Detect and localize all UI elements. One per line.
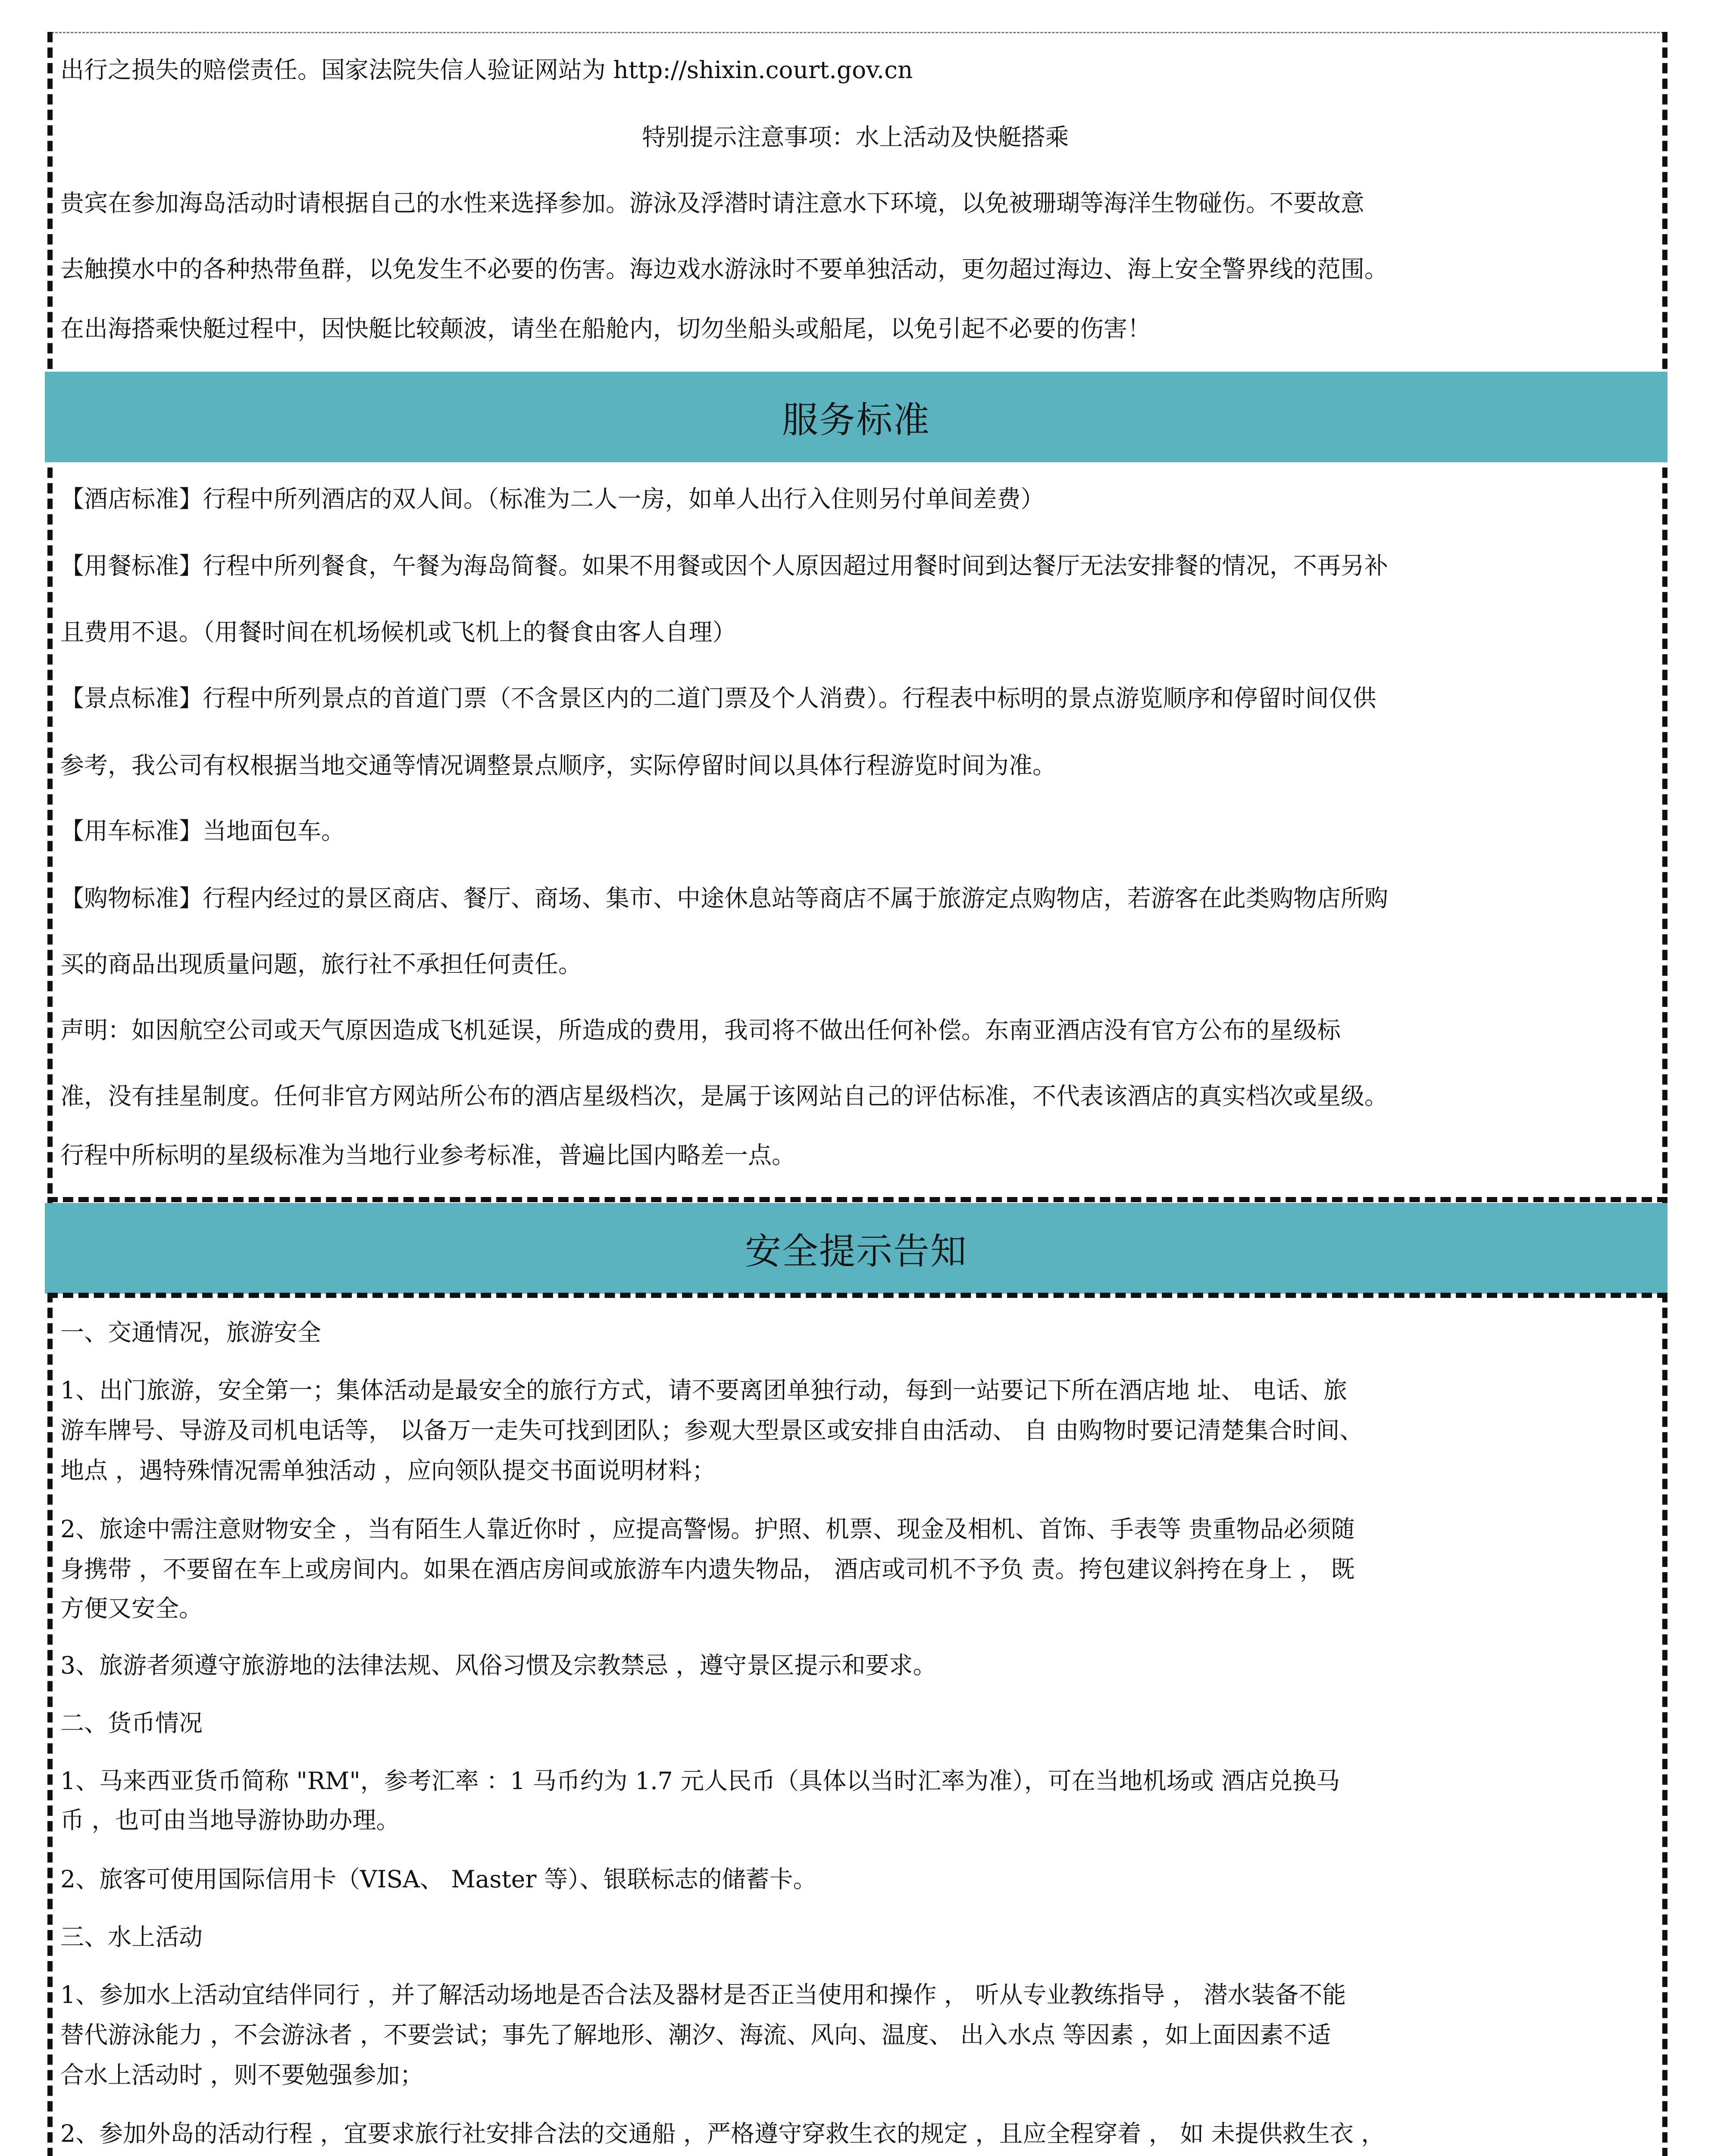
service-line: 【用车标准】当地面包车。 bbox=[60, 817, 345, 845]
safety-line: 身携带 ，不要留在车上或房间内。如果在酒店房间或旅游车内遗失物品， 酒店或司机不予负 责。挎包建议斜挎在身上 ， 既 bbox=[60, 1555, 1355, 1583]
service-standards-heading: 服务标准 bbox=[45, 372, 1667, 462]
service-line: 【酒店标准】行程中所列酒店的双人间。（标准为二人一房，如单人出行入住则另付单间差费） bbox=[60, 485, 1045, 513]
service-line: 且费用不退。（用餐时间在机场候机或飞机上的餐食由客人自理） bbox=[60, 618, 736, 646]
service-line: 【用餐标准】行程中所列餐食，午餐为海岛简餐。如果不用餐或因个人原因超过用餐时间到达餐厅无法安排餐的情况，不再另补 bbox=[60, 552, 1389, 580]
safety-line: 1、出门旅游，安全第一；集体活动是最安全的旅行方式，请不要离团单独行动，每到一站要记下所在酒店地 址、 电话、旅 bbox=[60, 1376, 1347, 1404]
safety-line: 币 ，也可由当地导游协助办理。 bbox=[60, 1806, 400, 1834]
safety-line: 地点 ，遇特殊情况需单独活动 ，应向领队提交书面说明材料； bbox=[60, 1457, 716, 1484]
service-line: 买的商品出现质量问题，旅行社不承担任何责任。 bbox=[60, 950, 582, 978]
service-line: 【景点标准】行程中所列景点的首道门票（不含景区内的二道门票及个人消费）。行程表中标明的景点游览顺序和停留时间仅供 bbox=[60, 684, 1376, 712]
safety-line: 一、交通情况，旅游安全 bbox=[60, 1319, 322, 1346]
intro-para-line: 在出海搭乘快艇过程中，因快艇比较颠波，请坐在船舱内，切勿坐船头或船尾，以免引起不必要的伤害！ bbox=[60, 315, 1151, 342]
intro-line: 出行之损失的赔偿责任。国家法院失信人验证网站为 http://shixin.court.gov.cn bbox=[60, 56, 913, 84]
safety-line: 2、旅客可使用国际信用卡（VISA、 Master 等）、银联标志的储蓄卡。 bbox=[60, 1865, 817, 1893]
intro-para-line: 贵宾在参加海岛活动时请根据自己的水性来选择参加。游泳及浮潜时请注意水下环境，以免被珊瑚等海洋生物碰伤。不要故意 bbox=[60, 189, 1365, 217]
service-line: 参考，我公司有权根据当地交通等情况调整景点顺序，实际停留时间以具体行程游览时间为准。 bbox=[60, 752, 1057, 779]
safety-line: 游车牌号、导游及司机电话等， 以备万一走失可找到团队；参观大型景区或安排自由活动、 自 由购物时要记清楚集合时间、 bbox=[60, 1416, 1364, 1444]
safety-line: 二、货币情况 bbox=[60, 1709, 203, 1737]
safety-line: 三、水上活动 bbox=[60, 1923, 203, 1951]
section-divider bbox=[47, 1293, 1667, 1298]
safety-line: 3、旅游者须遵守旅游地的法律法规、风俗习惯及宗教禁忌 ，遵守景区提示和要求。 bbox=[60, 1651, 937, 1679]
notice-title: 特别提示注意事项：水上活动及快艇搭乘 bbox=[642, 123, 1069, 151]
section-divider bbox=[47, 1197, 1667, 1202]
safety-line: 1、马来西亚货币简称 "RM"，参考汇率 ：1 马币约为 1.7 元人民币（具体以当时汇率为准），可在当地机场或 酒店兑换马 bbox=[60, 1767, 1340, 1795]
safety-line: 2、旅途中需注意财物安全 ，当有陌生人靠近你时 ，应提高警惕。护照、机票、现金及相机、首饰、手表等 贵重物品必须随 bbox=[60, 1515, 1355, 1543]
service-line: 声明：如因航空公司或天气原因造成飞机延误，所造成的费用，我司将不做出任何补偿。东南亚酒店没有官方公布的星级标 bbox=[60, 1016, 1341, 1044]
left-dashed-border bbox=[47, 32, 53, 2156]
service-line: 【购物标准】行程内经过的景区商店、餐厅、商场、集市、中途休息站等商店不属于旅游定点购物店，若游客在此类购物店所购 bbox=[60, 884, 1389, 912]
safety-line: 2、参加外岛的活动行程 ，宜要求旅行社安排合法的交通船 ，严格遵守穿救生衣的规定 ，且应全程穿着 ， 如 未提供救生衣 ， bbox=[60, 2120, 1385, 2147]
safety-line: 方便又安全。 bbox=[60, 1595, 203, 1622]
service-line: 准，没有挂星制度。任何非官方网站所公布的酒店星级档次，是属于该网站自己的评估标准，不代表该酒店的真实档次或星级。 bbox=[60, 1082, 1389, 1110]
right-dashed-border bbox=[1662, 32, 1667, 2156]
page-top-border bbox=[47, 32, 1667, 33]
service-line: 行程中所标明的星级标准为当地行业参考标准，普遍比国内略差一点。 bbox=[60, 1141, 796, 1169]
safety-line: 合水上活动时 ，则不要勉强参加； bbox=[60, 2061, 424, 2089]
safety-line: 1、参加水上活动宜结伴同行 ，并了解活动场地是否合法及器材是否正当使用和操作 ， 听从专业教练指导 ， 潜水装备不能 bbox=[60, 1981, 1346, 2009]
intro-para-line: 去触摸水中的各种热带鱼群，以免发生不必要的伤害。海边戏水游泳时不要单独活动，更勿超过海边、海上安全警界线的范围。 bbox=[60, 255, 1389, 283]
safety-line: 替代游泳能力 ，不会游泳者 ，不要尝试；事先了解地形、潮汐、海流、风向、温度、 出入水点 等因素 ，如上面因素不适 bbox=[60, 2021, 1331, 2049]
safety-notice-heading: 安全提示告知 bbox=[45, 1203, 1667, 1294]
